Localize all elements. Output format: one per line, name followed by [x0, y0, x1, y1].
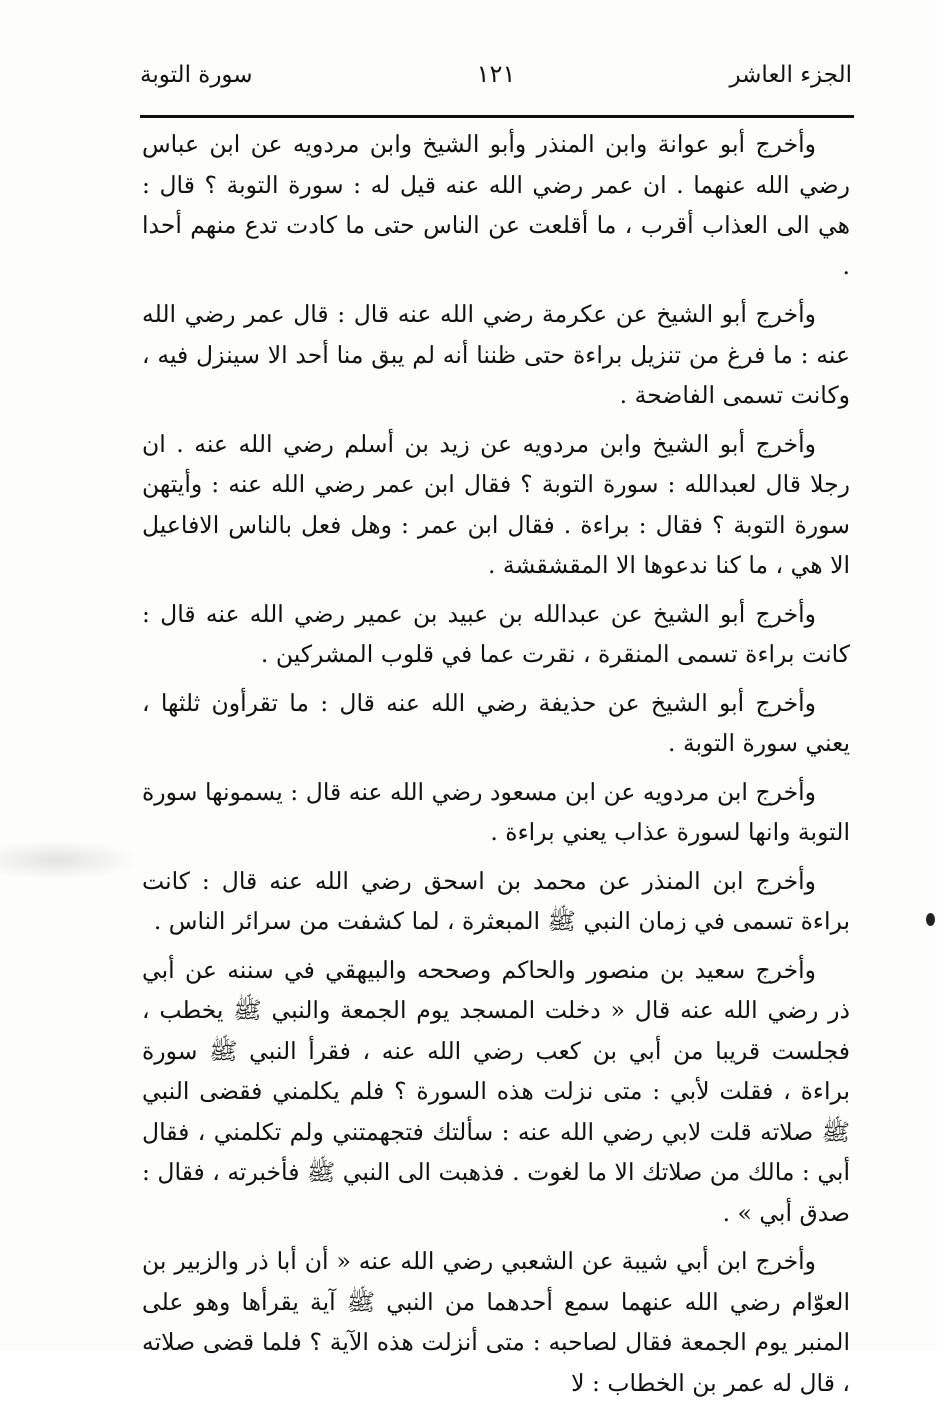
scan-edge-mark [926, 913, 935, 926]
paragraph: وأخرج أبو الشيخ وابن مردويه عن زيد بن أسلم رضي الله عنه . ان رجلا قال لعبدالله : سورة التوبة ؟ فقال ابن عمر رضي الله عنه : وأيتهن سورة التوبة ؟ فقال : براءة . فقال ابن عمر : وهل فعل بالناس الافاعيل الا هي ، ما كنا ندعوها الا المقشقشة . [142, 429, 850, 579]
page-number: ١٢١ [476, 60, 516, 88]
part-title: الجزء العاشر [729, 62, 852, 88]
paragraph: وأخرج ابن المنذر عن محمد بن اسحق رضي الله عنه قال : كانت براءة تسمى في زمان النبي ﷺ المبعثرة ، لما كشفت من سرائر الناس . [142, 866, 850, 935]
header-rule [140, 115, 854, 118]
page-body [142, 124, 850, 1411]
paragraph: وأخرج أبو الشيخ عن عبدالله بن عبيد بن عمير رضي الله عنه قال : كانت براءة تسمى المنقرة ، نقرت عما في قلوب المشركين . [142, 599, 850, 668]
surah-title: سورة التوبة [140, 62, 253, 88]
page-header [140, 62, 852, 98]
paragraph: وأخرج ابن أبي شيبة عن الشعبي رضي الله عنه « أن أبا ذر والزبير بن العوّام رضي الله عنهما سمع أحدهما من النبي ﷺ آية يقرأها وهو على المنبر يوم الجمعة فقال لصاحبه : متى أنزلت هذه الآية ؟ فلما قضى صلاته ، قال له عمر بن الخطاب : لا [142, 1247, 850, 1397]
paragraph: وأخرج أبو عوانة وابن المنذر وأبو الشيخ وابن مردويه عن ابن عباس رضي الله عنهما . ان عمر رضي الله عنه قيل له : سورة التوبة ؟ قال : هي الى العذاب أقرب ، ما أقلعت عن الناس حتى ما كادت تدع منهم أحدا . [142, 130, 850, 280]
paragraph: وأخرج ابن مردويه عن ابن مسعود رضي الله عنه قال : يسمونها سورة التوبة وانها لسورة عذاب يعني براءة . [142, 777, 850, 846]
paragraph: وأخرج سعيد بن منصور والحاكم وصححه والبيهقي في سننه عن أبي ذر رضي الله عنه قال « دخلت المسجد يوم الجمعة والنبي ﷺ يخطب ، فجلست قريبا من أبي بن كعب رضي الله عنه ، فقرأ النبي ﷺ سورة براءة ، فقلت لأبي : متى نزلت هذه السورة ؟ فلم يكلمني فقضى النبي ﷺ صلاته قلت لابي رضي الله عنه : سألتك فتجهمتني ولم تكلمني ، فقال أبي : مالك من صلاتك الا ما لغوت . فذهبت الى النبي ﷺ فأخبرته ، فقال : صدق أبي » . [142, 955, 850, 1227]
paragraph: وأخرج أبو الشيخ عن حذيفة رضي الله عنه قال : ما تقرأون ثلثها ، يعني سورة التوبة . [142, 688, 850, 757]
scan-smudge [0, 840, 140, 880]
paragraph: وأخرج أبو الشيخ عن عكرمة رضي الله عنه قال : قال عمر رضي الله عنه : ما فرغ من تنزيل براءة حتى ظننا أنه لم يبق منا أحد الا سينزل فيه ، وكانت تسمى الفاضحة . [142, 300, 850, 409]
